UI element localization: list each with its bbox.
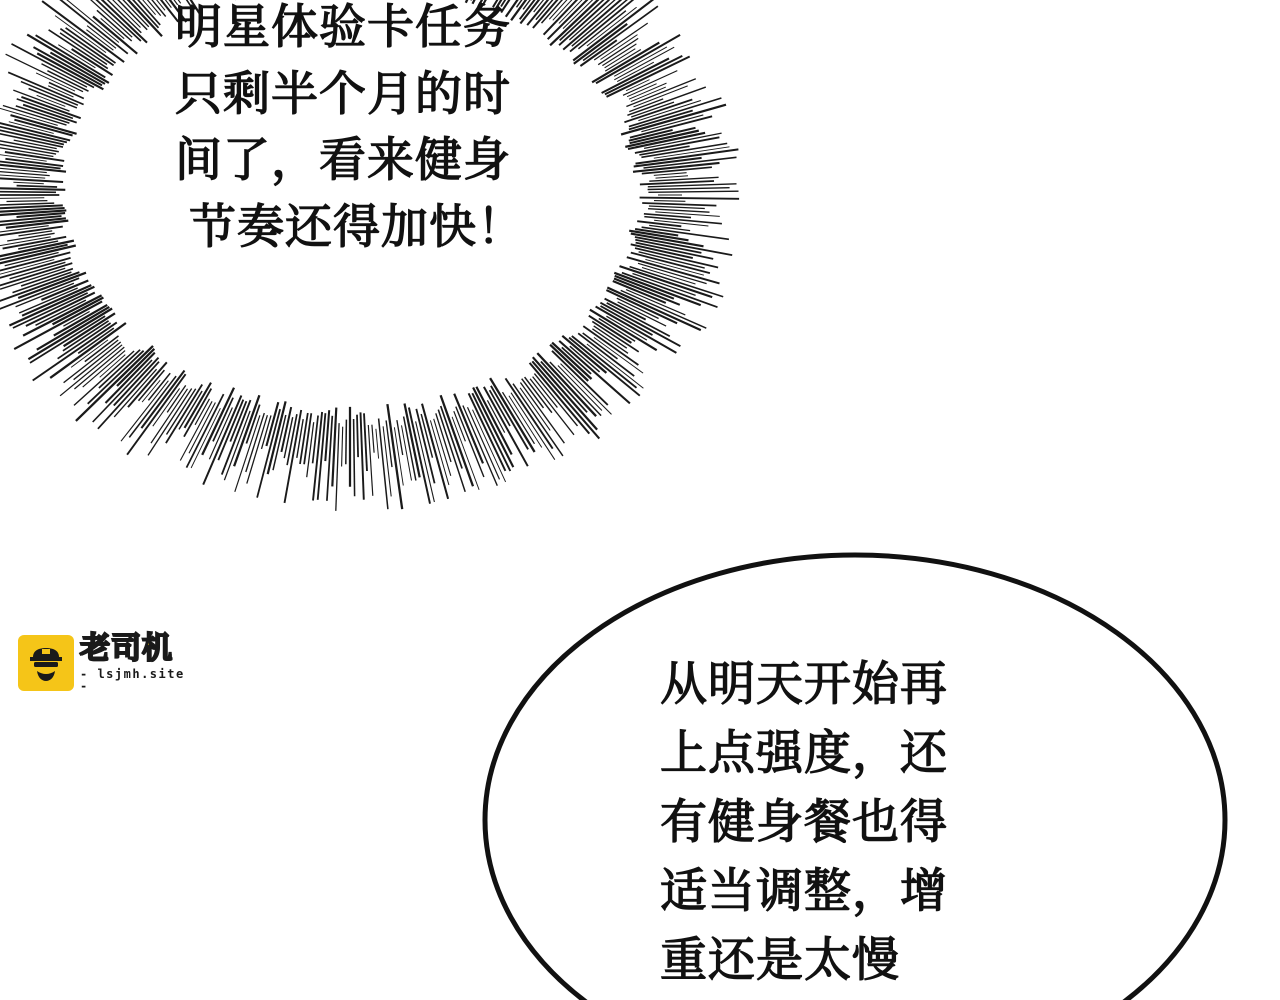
oval-line-3: 有健身餐也得 (660, 795, 948, 851)
watermark-subtitle: - lsjmh.site - (80, 667, 185, 693)
burst-line-4: 节奏还得加快！ (189, 200, 525, 256)
burst-balloon (0, 0, 780, 540)
oval-line-5: 重还是太慢 (660, 933, 900, 989)
burst-balloon-text (175, 0, 625, 262)
watermark-badge (18, 635, 74, 691)
watermark-title: 老司机 (80, 631, 173, 666)
watermark-logo (18, 632, 198, 694)
watermark-text-group (80, 631, 198, 693)
oval-balloon-text (660, 650, 1080, 995)
burst-line-1: 明星体验卡任务 (175, 0, 511, 55)
police-officer-face-icon (25, 644, 67, 684)
oval-line-1: 从明天开始再 (660, 657, 948, 712)
oval-line-4: 适当调整，增 (660, 864, 948, 920)
burst-line-3: 间了，看来健身 (175, 133, 511, 189)
oval-line-2: 上点强度，还 (660, 726, 948, 782)
burst-line-2: 只剩半个月的时 (175, 66, 511, 122)
oval-balloon (470, 530, 1280, 1000)
